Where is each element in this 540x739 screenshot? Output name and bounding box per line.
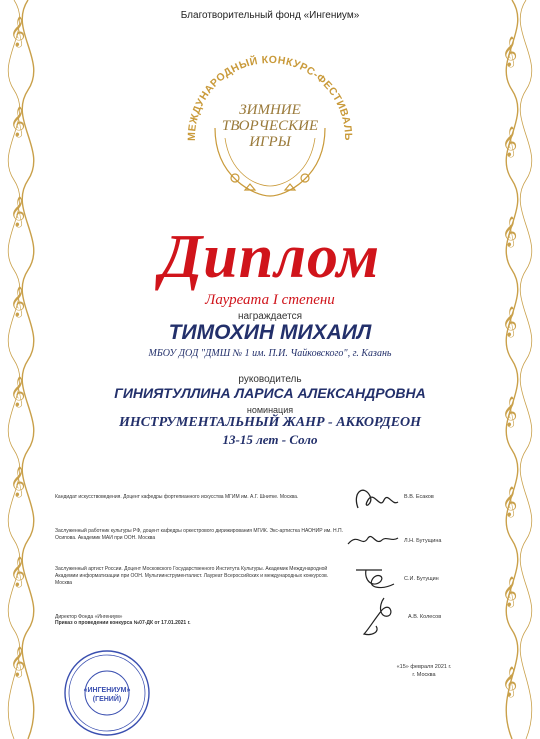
age-category: 13-15 лет - Соло: [222, 432, 318, 447]
jury-2-credentials: Заслуженный работник культуры РФ, доцент кафедры оркестрового дирижирования МГИК. Экс-артистка НАОНИР им. Н.П. Осипова. Академик МАИ при ООН. Москва: [55, 528, 343, 541]
svg-text:𝄞: 𝄞: [502, 307, 518, 337]
awarded-label: награждается: [237, 311, 303, 322]
svg-text:𝄞: 𝄞: [10, 17, 26, 47]
diploma-title: Диплом: [159, 223, 381, 291]
organization-name: Благотворительный фонд «Ингениум»: [180, 10, 360, 21]
emblem-arc-text: МЕЖДУНАРОДНЫЙ КОНКУРС-ФЕСТИВАЛЬ: [185, 53, 355, 142]
jury-3-credentials: Заслуженный артист России. Доцент Московского Государственного Института Культуры. Академик Международной Академии информатизации при ООН. Мультиинструменталист. Лауреат Всероссийских и международных конкурсов. Москва: [55, 566, 329, 586]
svg-text:𝄞: 𝄞: [502, 667, 518, 697]
director-role: Директор Фонда «Ингениум»: [55, 614, 123, 620]
svg-text:𝄞: 𝄞: [502, 217, 518, 247]
seal-center-2: (ГЕНИЙ): [92, 696, 122, 703]
jury-3-signature: [352, 562, 398, 592]
svg-text:𝄞: 𝄞: [502, 577, 518, 607]
svg-text:𝄞: 𝄞: [502, 127, 518, 157]
jury-1-signature: [348, 482, 404, 516]
order-reference: Приказ о проведении конкурса №07-ДК от 17.01.2021 г.: [55, 620, 191, 626]
festival-emblem: [175, 28, 365, 208]
organization-seal: [58, 645, 156, 737]
svg-text:𝄞: 𝄞: [502, 397, 518, 427]
svg-text:𝄞: 𝄞: [10, 107, 26, 137]
recipient-name: ТИМОХИН МИХАИЛ: [168, 321, 372, 344]
jury-2-name: Л.Н. Бутущина: [404, 538, 442, 544]
ornament-border-left: [0, 0, 56, 739]
date-line-1: «15» февраля 2021 г.: [396, 664, 452, 670]
emblem-line-1: ЗИМНИЕ: [239, 102, 301, 118]
emblem-line-3: ИГРЫ: [249, 134, 291, 150]
issue-date: [396, 663, 452, 679]
date-line-2: г. Москва: [412, 672, 436, 678]
director-signature: [354, 596, 404, 640]
ornament-border-right: [484, 0, 540, 739]
svg-text:𝄞: 𝄞: [10, 557, 26, 587]
supervisor-label: руководитель: [238, 374, 302, 385]
supervisor-name: ГИНИЯТУЛЛИНА ЛАРИСА АЛЕКСАНДРОВНА: [114, 385, 426, 401]
svg-text:𝄞: 𝄞: [10, 287, 26, 317]
svg-text:𝄞: 𝄞: [502, 37, 518, 67]
svg-text:𝄞: 𝄞: [10, 377, 26, 407]
jury-3-name: С.И. Бутущин: [404, 576, 439, 582]
laureate-degree: Лауреата I степени: [205, 292, 335, 308]
director-name: А.В. Колесов: [408, 614, 442, 620]
jury-1-name: В.В. Есаков: [404, 494, 434, 500]
svg-text:𝄞: 𝄞: [10, 647, 26, 677]
nomination-label: номинация: [246, 405, 294, 415]
nomination: ИНСТРУМЕНТАЛЬНЫЙ ЖАНР - АККОРДЕОН: [118, 415, 422, 430]
svg-text:𝄞: 𝄞: [10, 197, 26, 227]
jury-2-signature: [344, 528, 400, 552]
seal-center-1: «ИНГЕНИУМ»: [83, 687, 131, 694]
school-name: МБОУ ДОД "ДМШ № 1 им. П.И. Чайковского", г. Казань: [148, 348, 392, 359]
svg-text:𝄞: 𝄞: [502, 487, 518, 517]
svg-text:𝄞: 𝄞: [10, 467, 26, 497]
jury-1-credentials: Кандидат искусствоведения. Доцент кафедры фортепианного искусства МГИМ им. А.Г. Шнитке. Москва.: [55, 494, 299, 500]
emblem-line-2: ТВОРЧЕСКИЕ: [221, 118, 319, 134]
